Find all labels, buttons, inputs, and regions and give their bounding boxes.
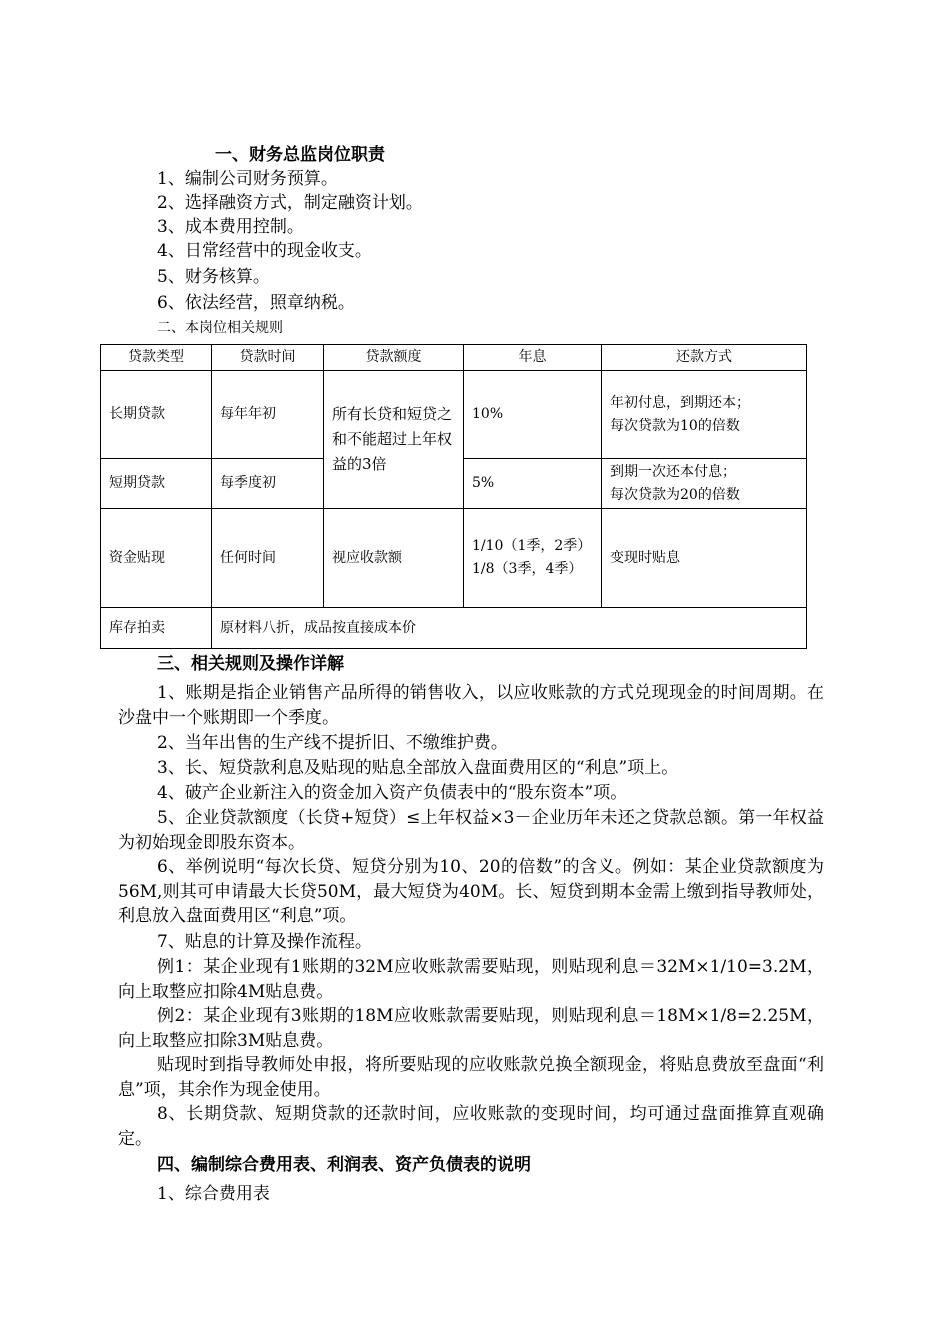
rule-paragraph: 8、长期贷款、短期贷款的还款时间，应收账款的变现时间，均可通过盘面推算直观确定。 [118,1104,824,1149]
repay-line: 每次贷款为20的倍数 [610,486,740,503]
header-repay: 还款方式 [602,345,807,371]
rule-paragraph: 2、当年出售的生产线不提折旧、不缴维护费。 [157,733,508,753]
cell-time: 每季度初 [212,459,324,509]
cell-rate: 5% [464,459,602,509]
cell-rate [464,509,602,608]
rule-paragraph: 贴现时到指导教师处申报，将所要贴现的应收账款兑换全额现金，将贴息费放至盘面“利息”项，其余作为现金使用。 [118,1055,824,1100]
rate-line: 1/10（1季，2季） [472,538,592,554]
loan-rules-table [100,344,807,649]
header-rate: 年息 [464,345,602,371]
duty-item: 5、财务核算。 [157,267,270,287]
example-paragraph: 例2：某企业现有3账期的18M应收账款需要贴现，则贴现利息＝18M×1/8=2.25M，向上取整应扣除3M贴息费。 [118,1006,824,1051]
duty-item: 2、选择融资方式，制定融资计划。 [157,193,423,213]
header-loan-quota: 贷款额度 [324,345,464,371]
duty-item: 3、成本费用控制。 [157,217,304,237]
repay-line: 年初付息，到期还本； [610,394,750,411]
rule-paragraph: 3、长、短贷款利息及贴现的贴息全部放入盘面费用区的“利息”项上。 [157,758,679,778]
table-row [101,608,807,649]
table-row [101,371,807,459]
cell-auction-desc: 原材料八折，成品按直接成本价 [212,608,807,649]
duty-item: 4、日常经营中的现金收支。 [157,241,372,261]
section2-title: 二、本岗位相关规则 [157,320,283,336]
header-loan-time: 贷款时间 [212,345,324,371]
table-row [101,509,807,608]
example-paragraph: 例1：某企业现有1账期的32M应收账款需要贴现，则贴现利息＝32M×1/10=3.2M，向上取整应扣除4M贴息费。 [118,957,824,1002]
cell-type: 长期贷款 [101,371,212,459]
cell-type: 库存拍卖 [101,608,212,649]
cell-type: 短期贷款 [101,459,212,509]
rule-paragraph: 7、贴息的计算及操作流程。 [157,932,372,952]
section4-item: 1、综合费用表 [157,1184,270,1204]
cell-repay: 变现时贴息 [602,509,807,608]
cell-quota: 视应收款额 [324,509,464,608]
duty-item: 6、依法经营，照章纳税。 [157,293,355,313]
rule-paragraph: 6、举例说明“每次长贷、短贷分别为10、20的倍数”的含义。例如：某企业贷款额度为56M,则其可申请最大长贷50M，最大短贷为40M。长、短贷到期本金需上缴到指导教师处，利息放入盘面费用区“利息”项。 [118,857,824,926]
cell-time: 每年年初 [212,371,324,459]
cell-rate: 10% [464,371,602,459]
section3-title: 三、相关规则及操作详解 [157,654,344,674]
rule-paragraph: 5、企业贷款额度（长贷+短贷）≤上年权益×3－企业历年未还之贷款总额。第一年权益为初始现金即股东资本。 [118,808,824,853]
cell-quota-merged: 所有长贷和短贷之和不能超过上年权益的3倍 [324,371,464,509]
table-header-row [101,345,807,371]
section1-title: 一、财务总监岗位职责 [215,145,385,165]
duty-item: 1、编制公司财务预算。 [157,169,338,189]
rule-paragraph: 4、破产企业新注入的资金加入资产负债表中的“股东资本”项。 [157,783,628,803]
rate-line: 1/8（3季，4季） [472,561,583,577]
cell-type: 资金贴现 [101,509,212,608]
header-loan-type: 贷款类型 [101,345,212,371]
cell-time: 任何时间 [212,509,324,608]
cell-repay [602,371,807,459]
repay-line: 到期一次还本付息； [610,463,736,480]
repay-line: 每次贷款为10的倍数 [610,417,740,434]
section4-title: 四、编制综合费用表、利润表、资产负债表的说明 [157,1155,531,1175]
rule-paragraph: 1、账期是指企业销售产品所得的销售收入，以应收账款的方式兑现现金的时间周期。在沙盘中一个账期即一个季度。 [118,683,824,728]
cell-repay [602,459,807,509]
